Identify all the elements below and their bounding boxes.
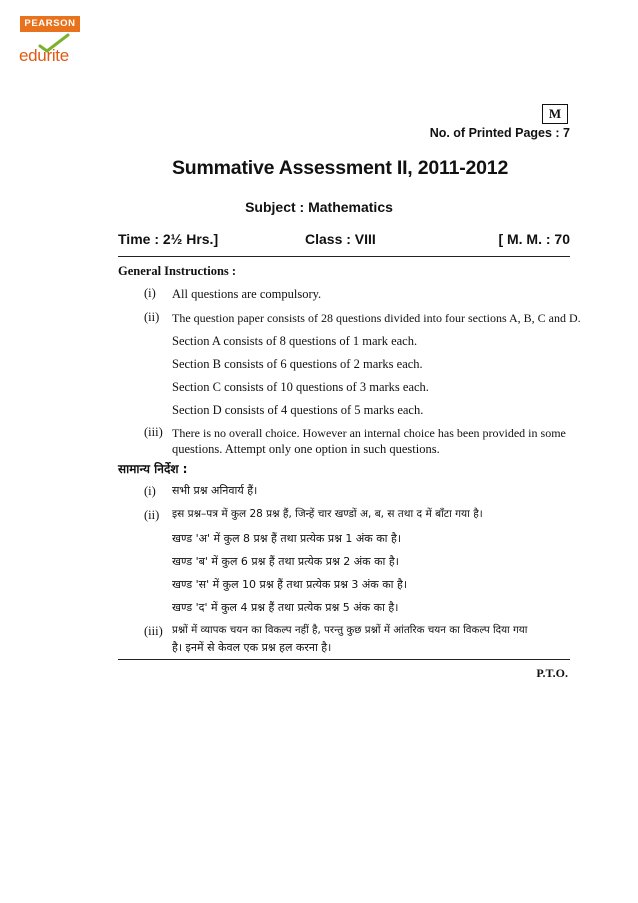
time-label: Time : 2½ Hrs.]	[118, 231, 219, 247]
hindi-section-c-note: खण्ड 'स' में कुल 10 प्रश्न हैं तथा प्रत्येक प्रश्न 3 अंक का है।	[172, 578, 408, 591]
class-label: Class : VIII	[305, 231, 376, 247]
section-a-note: Section A consists of 8 questions of 1 mark each.	[172, 334, 418, 348]
edurite-logo: edurite	[19, 46, 69, 65]
instruction-number: (iii)	[144, 425, 163, 439]
instruction-number: (i)	[144, 286, 156, 300]
section-d-note: Section D consists of 4 questions of 5 marks each.	[172, 403, 424, 417]
max-marks-label: [ M. M. : 70	[498, 231, 570, 247]
hindi-section-a-note: खण्ड 'अ' में कुल 8 प्रश्न हैं तथा प्रत्येक प्रश्न 1 अंक का है।	[172, 532, 401, 545]
section-b-note: Section B consists of 6 questions of 2 marks each.	[172, 357, 423, 371]
printed-pages: No. of Printed Pages : 7	[429, 126, 570, 140]
instruction-text: There is no overall choice. However an internal choice has been provided in some	[172, 426, 566, 440]
hindi-instruction-text: इस प्रश्न–पत्र में कुल 28 प्रश्न हैं, जिन्हें चार खण्डों अ, ब, स तथा द में बाँटा गया है।	[172, 508, 483, 520]
hindi-section-b-note: खण्ड 'ब' में कुल 6 प्रश्न हैं तथा प्रत्येक प्रश्न 2 अंक का है।	[172, 555, 399, 568]
instruction-number: (i)	[144, 484, 156, 498]
paper-code-box: M	[542, 104, 568, 124]
subject-line: Subject : Mathematics	[245, 199, 393, 215]
footer-divider	[118, 659, 570, 660]
instruction-number: (ii)	[144, 310, 160, 324]
hindi-instruction-text: प्रश्नों में व्यापक चयन का विकल्प नहीं है, परन्तु कुछ प्रश्नों में आंतरिक चयन का विकल्प दिया गया	[172, 624, 528, 636]
pto-label: P.T.O.	[536, 666, 568, 680]
hindi-section-d-note: खण्ड 'द' में कुल 4 प्रश्न हैं तथा प्रत्येक प्रश्न 5 अंक का है।	[172, 601, 399, 614]
hindi-instruction-text: सभी प्रश्न अनिवार्य हैं।	[172, 484, 258, 497]
hindi-instructions-heading: सामान्य निर्देश :	[118, 462, 188, 476]
header-divider	[118, 256, 570, 257]
section-c-note: Section C consists of 10 questions of 3 marks each.	[172, 380, 429, 394]
instruction-text: The question paper consists of 28 questions divided into four sections A, B, C and D.	[172, 311, 581, 325]
hindi-instruction-text-continued: है। इनमें से केवल एक प्रश्न हल करना है।	[172, 641, 332, 654]
instructions-heading: General Instructions :	[118, 264, 237, 278]
instruction-number: (ii)	[144, 508, 160, 522]
instruction-text: All questions are compulsory.	[172, 287, 322, 301]
instruction-text-continued: questions. Attempt only one option in such questions.	[172, 442, 440, 456]
page-title: Summative Assessment II, 2011-2012	[172, 157, 509, 179]
instruction-number: (iii)	[144, 624, 163, 638]
pearson-logo: PEARSON	[20, 16, 80, 32]
